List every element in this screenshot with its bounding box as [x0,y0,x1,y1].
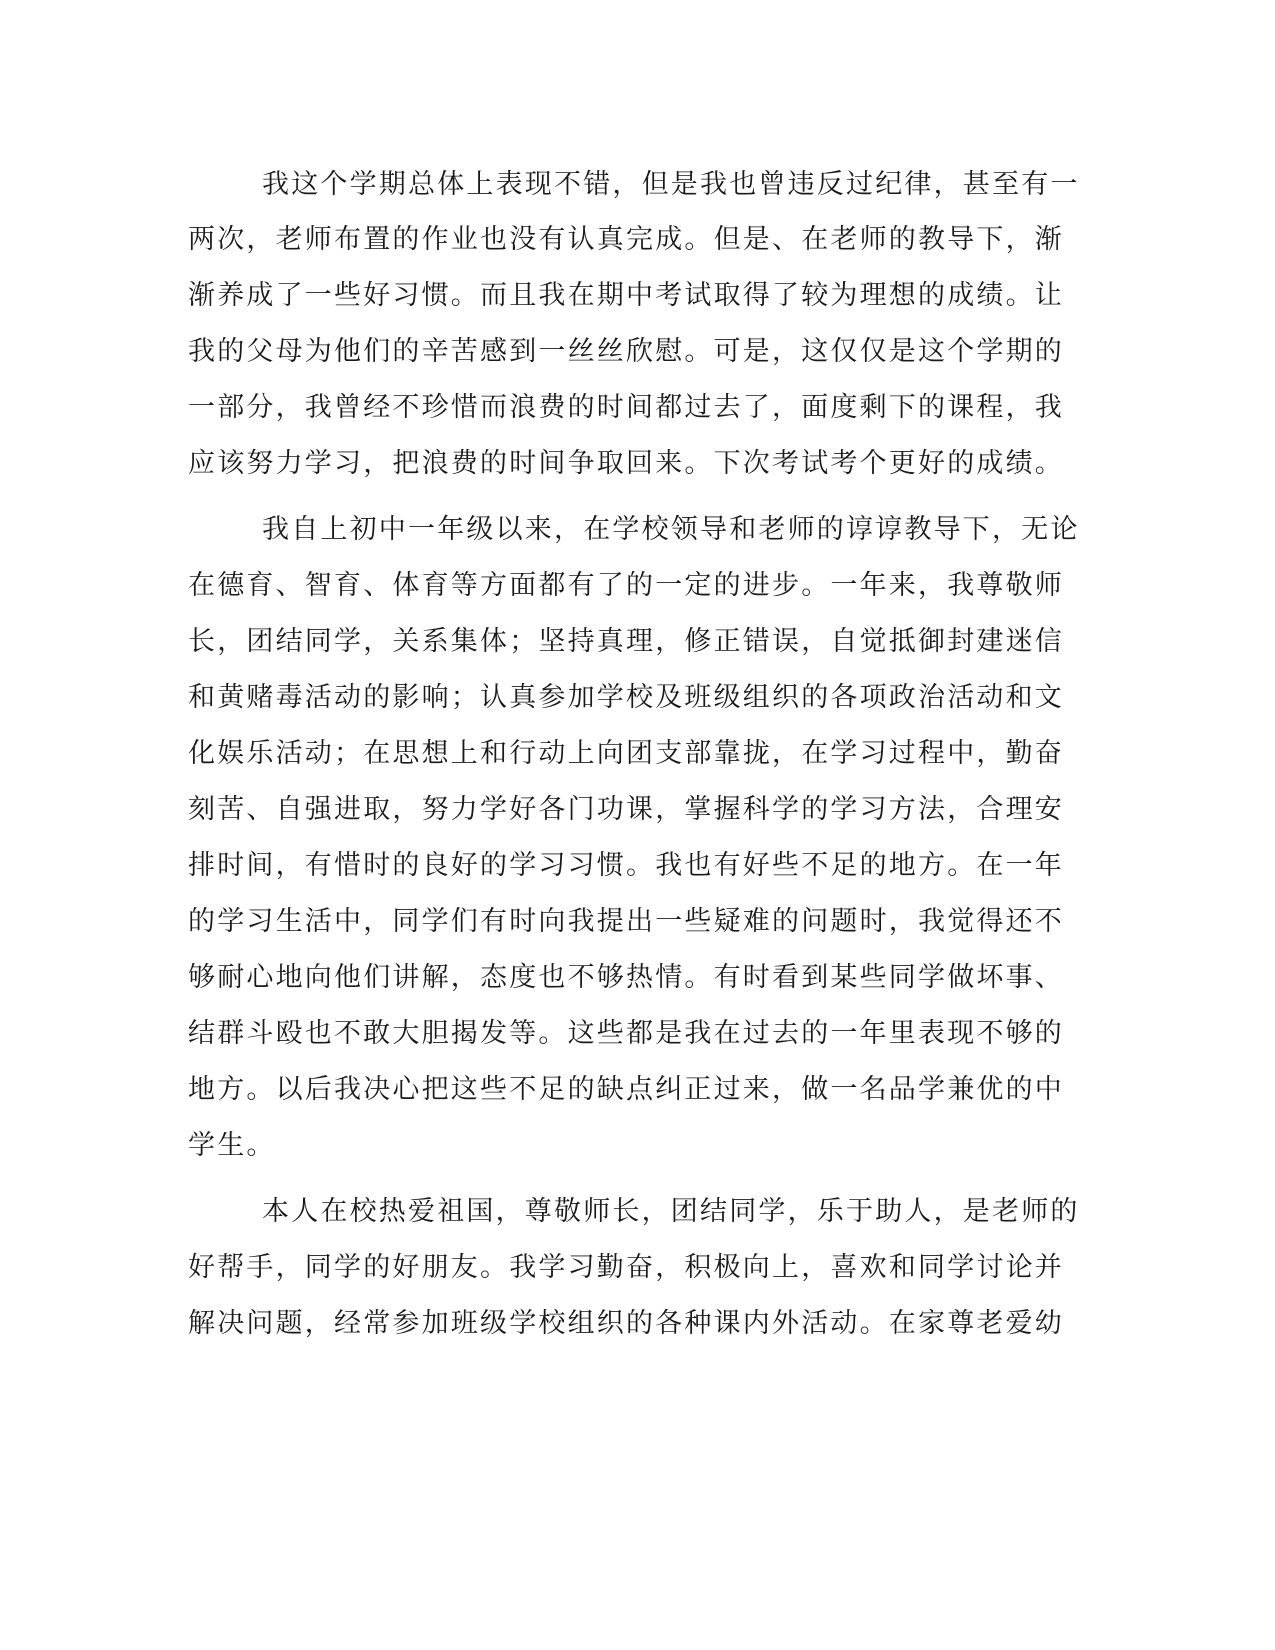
paragraph-2-line-6: 刻苦、自强进取，努力学好各门功课，掌握科学的学习方法，合理安 [188,794,1064,825]
paragraph-1-line-3: 渐养成了一些好习惯。而且我在期中考试取得了较为理想的成绩。让 [188,280,1064,311]
paragraph-2-line-5: 化娱乐活动；在思想上和行动上向团支部靠拢，在学习过程中，勤奋 [188,738,1064,769]
paragraph-2-line-4: 和黄赌毒活动的影响；认真参加学校及班级组织的各项政治活动和文 [188,682,1064,713]
paragraph-1-line-1: 我这个学期总体上表现不错，但是我也曾违反过纪律，甚至有一 [262,169,1080,200]
paragraph-2-line-11: 地方。以后我决心把这些不足的缺点纠正过来，做一名品学兼优的中 [188,1074,1064,1105]
paragraph-2-line-8: 的学习生活中，同学们有时向我提出一些疑难的问题时，我觉得还不 [188,906,1064,937]
paragraph-2-line-1: 我自上初中一年级以来，在学校领导和老师的谆谆教导下，无论 [262,514,1080,545]
paragraph-3-line-3: 解决问题，经常参加班级学校组织的各种课内外活动。在家尊老爱幼 [188,1308,1064,1339]
paragraph-3-line-2: 好帮手，同学的好朋友。我学习勤奋，积极向上，喜欢和同学讨论并 [188,1252,1064,1283]
paragraph-2-line-2: 在德育、智育、体育等方面都有了的一定的进步。一年来，我尊敬师 [188,570,1064,601]
paragraph-2-line-7: 排时间，有惜时的良好的学习习惯。我也有好些不足的地方。在一年 [188,850,1064,881]
paragraph-3-line-1: 本人在校热爱祖国，尊敬师长，团结同学，乐于助人，是老师的 [262,1196,1080,1227]
paragraph-1-line-2: 两次，老师布置的作业也没有认真完成。但是、在老师的教导下，渐 [188,224,1064,255]
paragraph-2-line-10: 结群斗殴也不敢大胆揭发等。这些都是我在过去的一年里表现不够的 [188,1018,1064,1049]
paragraph-1-line-5: 一部分，我曾经不珍惜而浪费的时间都过去了，面度剩下的课程，我 [188,392,1064,423]
paragraph-2-line-12: 学生。 [188,1130,276,1161]
paragraph-2-line-3: 长，团结同学，关系集体；坚持真理，修正错误，自觉抵御封建迷信 [188,626,1064,657]
paragraph-1-line-6: 应该努力学习，把浪费的时间争取回来。下次考试考个更好的成绩。 [188,448,1064,479]
paragraph-1-line-4: 我的父母为他们的辛苦感到一丝丝欣慰。可是，这仅仅是这个学期的 [188,336,1064,367]
paragraph-2-line-9: 够耐心地向他们讲解，态度也不够热情。有时看到某些同学做坏事、 [188,962,1064,993]
